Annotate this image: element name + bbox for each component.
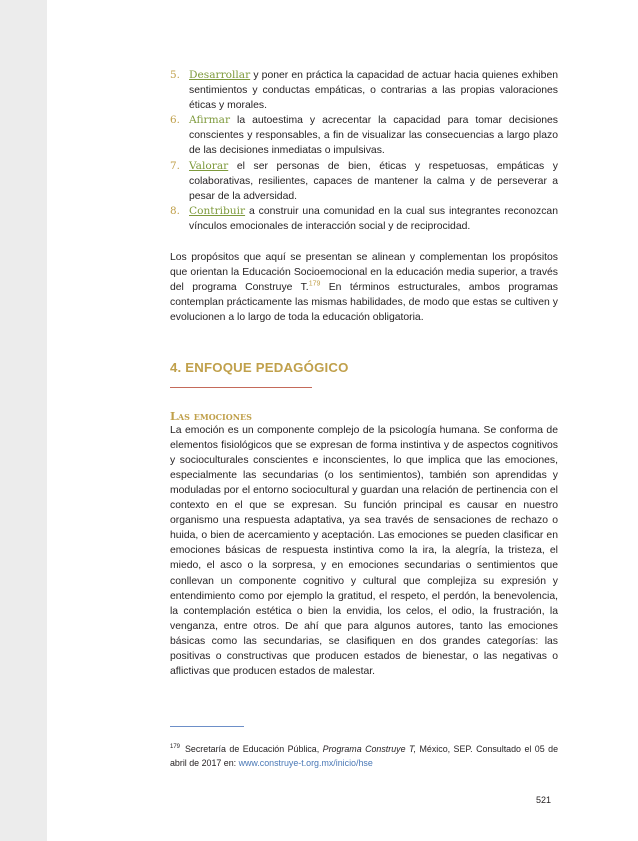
purposes-text-before: Los propósitos que aquí se presentan se alinean y complementan los propósitos que orientan la Educación Socioemocional en la educación media superior, a través del programa Construye T. [170, 252, 558, 294]
list-item-text: la autoestima y acrecentar la capacidad para tomar decisiones conscientes y responsables, a fin de visualizar las consecuencias a largo plazo de las decisiones inmediatas o impulsivas. [189, 115, 558, 157]
purposes-paragraph [170, 250, 558, 325]
heading-divider [170, 387, 312, 388]
purposes-text-after: En términos estructurales, ambos programas contemplan prácticamente las mismas habilidades, de modo que estas se cultiven y evolucionen a lo largo de toda la educación obligatoria. [170, 282, 558, 324]
footnote-number: 179 [170, 744, 181, 751]
list-item-keyword: Contribuir [189, 204, 246, 217]
emotions-paragraph: La emoción es un componente complejo de la psicología humana. Se conforma de elementos fisiológicos que se expresan de forma instintiva y de aspectos cognitivos y socioculturales conscientes e inconscientes, lo que implica que las emociones, especialmente las secundarias (o los sentimientos), también son aprendidas y moduladas por el entorno sociocultural y guardan una relación de pertinencia con el contexto en el que se expresan. Su función principal es causar en nuestro organismo una respuesta adaptativa, ya sea través de sensaciones de rechazo o huida, o bien de acercamiento y aceptación. Las emociones se pueden clasificar en emociones básicas de respuesta instintiva como la ira, la alegría, la tristeza, el miedo, el asco o la sorpresa, y en emociones secundarias o sentimientos que conllevan un componente cognitivo y cultural que complejiza su expresión y entendimiento como por ejemplo la gratitud, el respeto, el perdón, la benevolencia, la contemplación estética o bien la envidia, los celos, el odio, la frustración, la venganza, entre otros. De ahí que para algunos autores, tanto las emociones básicas como las secundarias, se clasifiquen en dos grandes categorías: las positivas o constructivas que producen estados de bienestar, o las negativas o aflictivas que producen estados de malestar. [170, 424, 558, 678]
list-item [170, 204, 558, 234]
list-item-number: 7. [170, 159, 180, 172]
page-number: 521 [536, 795, 552, 805]
subheading: Las emociones [170, 408, 252, 423]
list-item-text: a construir una comunidad en la cual sus integrantes reconozcan vínculos emocionales de interacción social y de reciprocidad. [189, 205, 558, 232]
list-item-number: 6. [170, 114, 180, 127]
list-item-text: el ser personas de bien, éticas y respetuosas, empáticas y colaborativas, resilientes, capaces de mantener la calma y de perseverar a pesar de la adversidad. [189, 160, 558, 202]
footnote [170, 742, 558, 770]
footnote-title: Programa Construye T, [322, 744, 417, 754]
footnote-divider [170, 726, 244, 727]
objectives-list [170, 68, 558, 234]
footnote-text-before: Secretaría de Educación Pública, [185, 744, 323, 754]
page-content [170, 68, 558, 679]
page-side-band [0, 0, 47, 841]
list-item-keyword: Afirmar [189, 114, 231, 127]
list-item [170, 68, 558, 113]
footnote-reference[interactable]: 179 [308, 280, 321, 288]
list-item-keyword: Desarrollar [189, 69, 251, 81]
list-item-number: 5. [170, 69, 180, 81]
list-item-keyword: Valorar [189, 159, 229, 172]
list-item [170, 159, 558, 204]
section-heading: 4. ENFOQUE PEDAGÓGICO [170, 359, 349, 375]
footnote-link[interactable]: www.construye-t.org.mx/inicio/hse [238, 758, 373, 768]
list-item-text: y poner en práctica la capacidad de actuar hacia quienes exhiben sentimientos y conductas empáticas, o contrarias a las propias valoraciones éticas y morales. [189, 70, 558, 112]
list-item-number: 8. [170, 204, 180, 217]
footnote-text-middle: México, SEP. Consultado el 05 de abril de 2017 en: [170, 744, 559, 768]
list-item [170, 113, 558, 158]
